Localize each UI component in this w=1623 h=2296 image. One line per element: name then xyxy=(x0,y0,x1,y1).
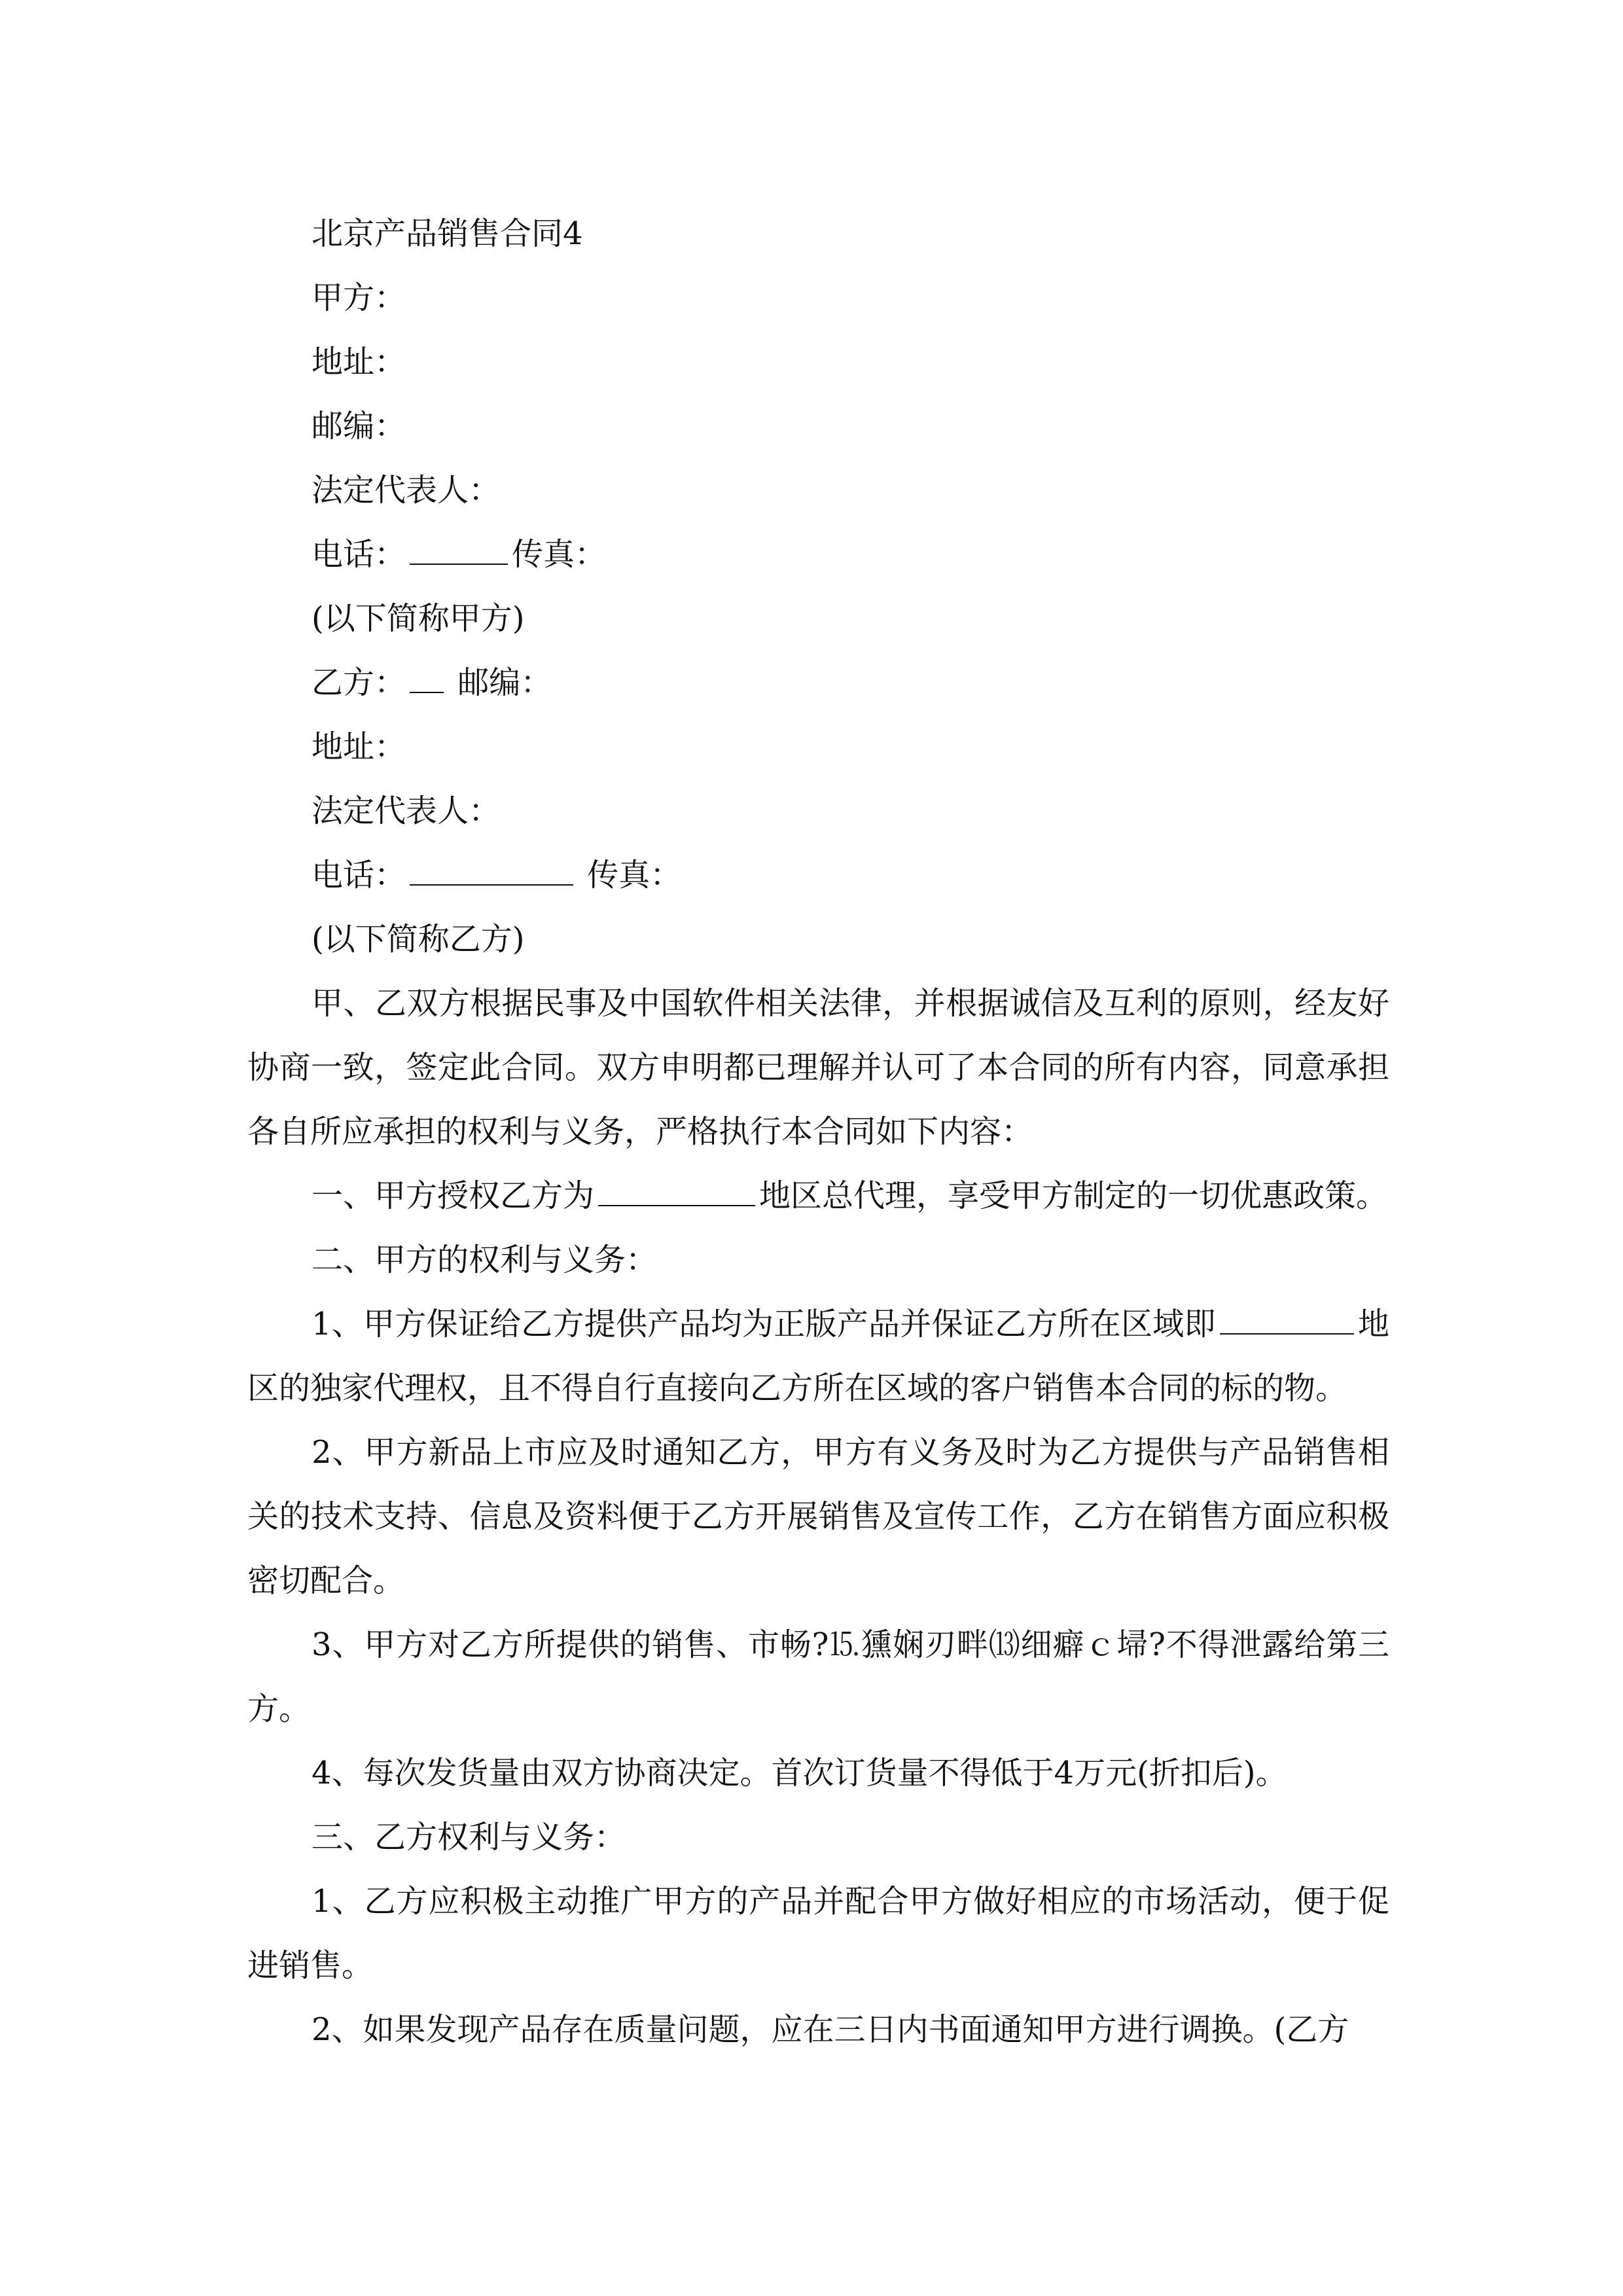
section-2-item-1 xyxy=(247,1292,1389,1420)
party-b-header xyxy=(247,651,1389,715)
clause-1-suffix: 地区总代理，享受甲方制定的一切优惠政策。 xyxy=(759,1177,1388,1214)
party-b-blank xyxy=(410,662,444,693)
party-a-postcode: 邮编： xyxy=(312,408,406,444)
party-b-phone-blank xyxy=(410,854,573,886)
party-a-phone-label: 电话： xyxy=(312,536,406,573)
party-a-fax-label: 传真： xyxy=(512,536,607,573)
party-a-label: 甲方： xyxy=(312,279,406,316)
section-2-title: 二、甲方的权利与义务： xyxy=(312,1242,658,1278)
section-3-title: 三、乙方权利与义务： xyxy=(312,1819,626,1856)
section-2-item-2: 2、甲方新品上市应及时通知乙方，甲方有义务及时为乙方提供与产品销售相关的技术支持、信息及资料便于乙方开展销售及宣传工作，乙方在销售方面应积极密切配合。 xyxy=(247,1434,1389,1599)
document-title: 北京产品销售合同4 xyxy=(312,215,583,252)
section-3-item-2: 2、如果发现产品存在质量问题，应在三日内书面通知甲方进行调换。(乙方 xyxy=(312,2011,1349,2048)
s2-item1-suffix: 地区的独家代理权，且不得自行直接向乙方所在区域的客户销售本合同的标的物。 xyxy=(247,1306,1389,1407)
party-b-label: 乙方： xyxy=(312,664,406,701)
party-a-phone-blank xyxy=(410,533,508,565)
party-a-alias: (以下简称甲方) xyxy=(312,600,525,637)
party-b-phone-label: 电话： xyxy=(312,857,406,893)
section-2-item-4: 4、每次发货量由双方协商决定。首次订货量不得低于4万元(折扣后)。 xyxy=(312,1755,1287,1791)
party-a-address: 地址： xyxy=(312,344,406,380)
preamble-paragraph: 甲、乙双方根据民事及中国软件相关法律，并根据诚信及互利的原则，经友好协商一致，签定此合同。双方申明都已理解并认可了本合同的所有内容，同意承担各自所应承担的权利与义务，严格执行本合同如下内容： xyxy=(247,985,1389,1150)
party-a-legal-rep: 法定代表人： xyxy=(312,472,501,509)
party-b-fax-label: 传真： xyxy=(587,857,682,893)
party-a-contact xyxy=(247,522,1389,586)
party-b-legal-rep: 法定代表人： xyxy=(312,793,501,829)
document-body xyxy=(247,202,1389,2062)
clause-1-prefix: 一、甲方授权乙方为 xyxy=(312,1177,595,1214)
party-b-postcode: 邮编： xyxy=(457,664,552,701)
party-b-address: 地址： xyxy=(312,728,406,765)
section-3-item-1: 1、乙方应积极主动推广甲方的产品并配合甲方做好相应的市场活动，便于促进销售。 xyxy=(247,1883,1389,1984)
party-b-alias: (以下简称乙方) xyxy=(312,921,525,958)
section-2-item-3: 3、甲方对乙方所提供的销售、市畅?⒖獯娴刃畔⒀细癖ｃ埽?不得泄露给第三方。 xyxy=(247,1626,1389,1727)
clause-1 xyxy=(247,1164,1389,1228)
party-b-contact xyxy=(247,843,1389,907)
s2-item1-prefix: 1、甲方保证给乙方提供产品均为正版产品并保证乙方所在区域即 xyxy=(312,1306,1216,1342)
clause-1-blank xyxy=(598,1175,755,1206)
s2-item1-blank xyxy=(1220,1303,1354,1335)
